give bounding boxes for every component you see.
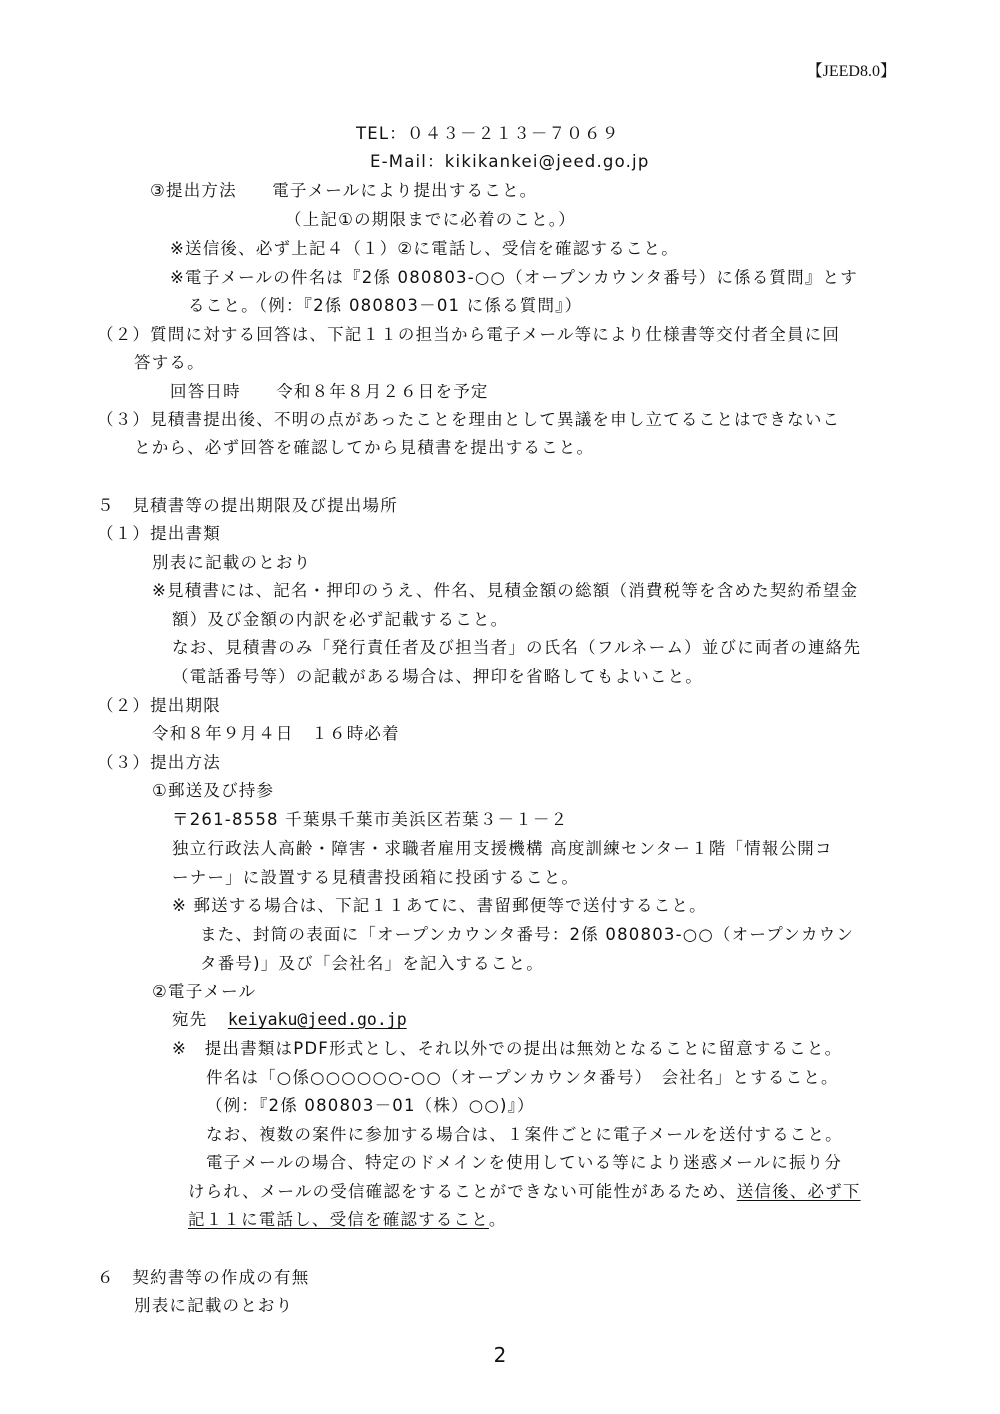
contact-email: E-Mail：kikikankei@jeed.go.jp [370,152,650,171]
email-note-subject: 件名は「○係○○○○○○-○○（オープンカウンタ番号） 会社名」とすること。 [206,1068,839,1087]
docs-heading: （１）提出書類 [97,524,221,543]
answer-paragraph: （２）質問に対する回答は、下記１１の担当から電子メール等により仕様書等交付者全員に回 [97,325,841,344]
docs-note-2-cont: （電話番号等）の記載がある場合は、押印を省略してもよいこと。 [172,667,703,686]
mail-address: 〒261-8558 千葉県千葉市美浜区若葉３－１－２ [172,810,569,829]
mail-envelope-note: また、封筒の表面に「オープンカウンタ番号：2係 080803-○○（オープンカウン [200,925,855,944]
document-code: 【JEED8.0】 [806,63,896,80]
section-5-title: ５ 見積書等の提出期限及び提出場所 [97,496,398,515]
method-heading: （３）提出方法 [97,753,221,772]
docs-note-2: なお、見積書のみ「発行責任者及び担当者」の氏名（フルネーム）並びに両者の連絡先 [172,638,862,657]
mail-envelope-note-cont: タ番号)」及び「会社名」を記入すること。 [200,954,544,973]
answer-paragraph-cont: 答する。 [134,353,205,372]
submit-method-note: ※送信後、必ず上記４（１）②に電話し、受信を確認すること。 [170,239,679,258]
email-note-spam: 電子メールの場合、特定のドメインを使用している等により迷惑メールに振り分 [206,1153,843,1172]
deadline-value: 令和８年９月４日 １６時必着 [152,724,400,743]
mail-location: 独立行政法人高齢・障害・求職者雇用支援機構 高度訓練センター１階「情報公開コ [172,839,833,858]
mail-note: ※ 郵送する場合は、下記１１あてに、書留郵便等で送付すること。 [172,896,707,915]
email-heading: ②電子メール [152,982,257,1001]
email-note-text: けられ、メールの受信確認をすることができない可能性があるため、 [188,1182,737,1201]
email-note-multiple: なお、複数の案件に参加する場合は、１案件ごとに電子メールを送付すること。 [206,1125,843,1144]
deadline-heading: （２）提出期限 [97,696,221,715]
email-note-period: 。 [488,1210,507,1229]
email-to-link[interactable]: keiyaku@jeed.go.jp [227,1010,407,1029]
page-number: 2 [493,1343,507,1367]
contact-tel: TEL：０４３－２１３－７０６９ [356,124,620,143]
answer-date: 回答日時 令和８年８月２６日を予定 [170,382,489,401]
submit-method-subject: ※電子メールの件名は『2係 080803-○○（オープンカウンタ番号）に係る質問』とす [170,268,858,287]
objection-paragraph: （３）見積書提出後、不明の点があったことを理由として異議を申し立てることはできないこ [97,410,841,429]
submit-method-deadline: （上記①の期限までに必着のこと。） [285,210,576,229]
section-6-title: ６ 契約書等の作成の有無 [97,1268,310,1287]
mail-heading: ①郵送及び持参 [152,781,275,800]
email-note-spam-end [188,1210,507,1230]
email-note-spam-cont [188,1182,861,1202]
email-note-emphasis-cont: 記１１に電話し、受信を確認すること [188,1210,489,1229]
docs-note-cont: 額）及び金額の内訳を必ず記載すること。 [172,610,509,629]
email-note-emphasis: 送信後、必ず下 [736,1182,861,1201]
email-note-example: （例：『2係 080803－01（株）○○)』） [206,1096,535,1115]
submit-method-line: ③提出方法 電子メールにより提出すること。 [150,181,538,200]
submit-method-example: ること。（例：『2係 080803－01 に係る質問』） [188,296,583,315]
email-to-label: 宛先 [172,1010,208,1029]
section-6-body: 別表に記載のとおり [134,1296,294,1315]
docs-note: ※見積書には、記名・押印のうえ、件名、見積金額の総額（消費税等を含めた契約希望金 [152,581,859,600]
objection-paragraph-cont: とから、必ず回答を確認してから見積書を提出すること。 [134,438,595,457]
email-note-format: ※ 提出書類はPDF形式とし、それ以外での提出は無効となることに留意すること。 [172,1039,843,1058]
email-recipient-row [172,1010,407,1030]
mail-location-cont: ーナー」に設置する見積書投函箱に投函すること。 [172,868,580,887]
docs-value: 別表に記載のとおり [152,553,312,572]
